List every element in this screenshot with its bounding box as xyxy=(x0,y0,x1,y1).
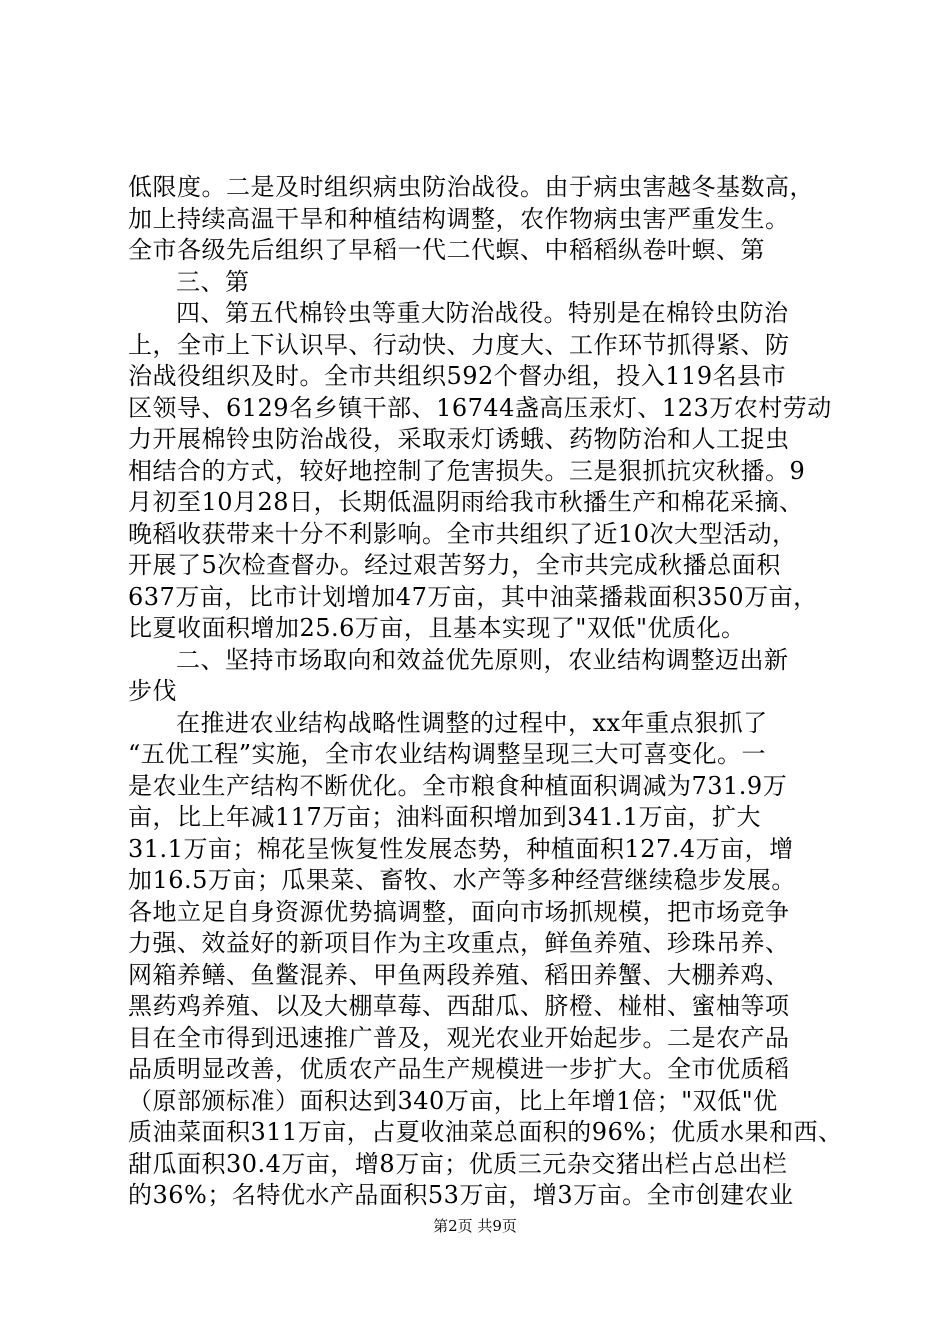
text-line: 加16.5万亩；瓜果菜、畜牧、水产等多种经营继续稳步发展。 xyxy=(128,866,796,894)
text-line: 四、第五代棉铃虫等重大防治战役。特别是在棉铃虫防治 xyxy=(176,299,789,327)
text-line: 比夏收面积增加25.6万亩，且基本实现了"双低"优质化。 xyxy=(128,614,746,642)
text-line: 三、第 xyxy=(176,267,250,296)
text-line: 力开展棉铃虫防治战役，采取汞灯诱蛾、药物防治和人工捉虫 xyxy=(128,425,790,453)
text-line: 亩，比上年减117万亩；油料面积增加到341.1万亩，扩大 xyxy=(128,803,762,831)
text-line: 各地立足自身资源优势搞调整，面向市场抓规模，把市场竞争 xyxy=(128,897,790,926)
text-line: 开展了5次检查督办。经过艰苦努力，全市共完成秋播总面积 xyxy=(128,551,781,579)
text-line: 上，全市上下认识早、行动快、力度大、工作环节抓得紧、防 xyxy=(128,330,790,359)
text-line: 甜瓜面积30.4万亩，增8万亩；优质三元杂交猪出栏占总出栏 xyxy=(128,1149,788,1178)
text-line: （原部颁标准）面积达到340万亩，比上年增1倍；"双低"优 xyxy=(128,1086,778,1115)
text-line: 网箱养鳝、鱼鳖混养、甲鱼两段养殖、稻田养蟹、大棚养鸡、 xyxy=(128,960,790,989)
text-line: 在推进农业结构战略性调整的过程中，xx年重点狠抓了 xyxy=(176,708,768,737)
page-number-footer: 第2页 共9页 xyxy=(433,1217,517,1235)
text-line: 全市各级先后组织了早稻一代二代螟、中稻稻纵卷叶螟、第 xyxy=(128,236,765,264)
section-heading: 二、坚持市场取向和效益优先原则，农业结构调整迈出新 xyxy=(176,645,789,674)
text-line: 加上持续高温干旱和种植结构调整，农作物病虫害严重发生。 xyxy=(128,204,790,233)
text-line: 目在全市得到迅速推广普及，观光农业开始起步。二是农产品 xyxy=(128,1023,790,1052)
text-line: 治战役组织及时。全市共组织592个督办组，投入119名县市 xyxy=(128,362,787,390)
text-line: 晚稻收获带来十分不利影响。全市共组织了近10次大型活动， xyxy=(128,519,797,548)
text-line: “五优工程”实施，全市农业结构调整呈现三大可喜变化。一 xyxy=(128,740,767,768)
text-line: 品质明显改善，优质农产品生产规模进一步扩大。全市优质稻 xyxy=(128,1055,790,1083)
text-line: 31.1万亩；棉花呈恢复性发展态势，种植面积127.4万亩，增 xyxy=(128,834,794,863)
section-heading: 步伐 xyxy=(128,677,177,705)
text-line: 相结合的方式，较好地控制了危害损失。三是狠抓抗灾秋播。9 xyxy=(128,456,806,485)
text-line: 黑药鸡养殖、以及大棚草莓、西甜瓜、脐橙、椪柑、蜜柚等项 xyxy=(128,992,790,1020)
text-line: 637万亩，比市计划增加47万亩，其中油菜播栽面积350万亩， xyxy=(128,582,818,611)
text-line: 月初至10月28日，长期低温阴雨给我市秋播生产和棉花采摘、 xyxy=(128,488,804,516)
text-line: 的36%；名特优水产品面积53万亩，增3万亩。全市创建农业 xyxy=(128,1181,794,1209)
text-line: 是农业生产结构不断优化。全市粮食种植面积调减为731.9万 xyxy=(128,771,788,800)
text-line: 力强、效益好的新项目作为主攻重点，鲜鱼养殖、珍珠吊养、 xyxy=(128,929,790,957)
text-line: 低限度。二是及时组织病虫防治战役。由于病虫害越冬基数高， xyxy=(128,173,814,201)
text-line: 区领导、6129名乡镇干部、16744盏高压汞灯、123万农村劳动 xyxy=(128,393,832,422)
text-line: 质油菜面积311万亩，占夏收油菜总面积的96%；优质水果和西、 xyxy=(128,1118,843,1146)
